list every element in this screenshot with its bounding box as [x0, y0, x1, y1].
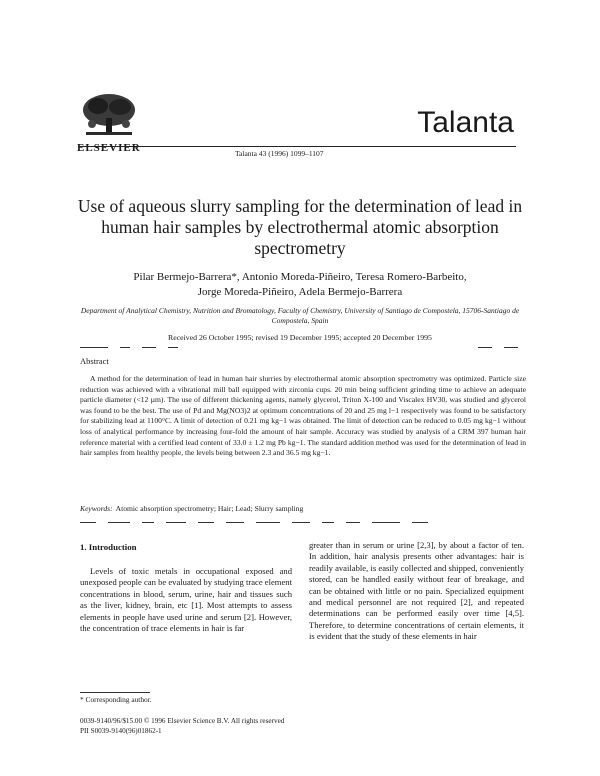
publisher-name: ELSEVIER — [77, 142, 141, 154]
journal-title: Talanta — [417, 106, 514, 139]
authors-line-2: Jorge Moreda-Piñeiro, Adela Bermejo-Barrera — [197, 286, 403, 298]
section-heading-introduction: 1. Introduction — [80, 542, 137, 552]
pii-line: PII S0039-9140(96)01862-1 — [80, 727, 162, 735]
abstract-body: A method for the determination of lead in human hair slurries by electrothermal atomic absorption spectrometry was optimized. Particle size reduction was achieved with a vibrational mill ball equipped with zirconia cups. 20 min being sufficient grinding time to achieve an adequate particle diameter (<12 µm). The use of different thickening agents, namely glycerol, Triton X-100 and Viscalex HV30, was studied and glycerol was found to be the best. The use of Pd and Mg(NO3)2 at optimum concentrations of 20 and 25 mg l−1 respectively was found to be satisfactory for stabilizing lead at 1100°C. A limit of detection of 0.21 mg kg−1 was obtained. The limit of detection can be reduced to 0.05 mg kg−1 without loss of analytical performance by increasing four-fold the amount of hair sample. Accuracy was studied by analysis of a CRM 397 human hair reference material with a certified lead content of 33.0 ± 1.2 mg Pb kg−1. The standard addition method was used for the determination of lead in hair samples from healthy people, the levels being between 2.3 and 36.5 mg kg−1. — [80, 374, 526, 458]
dash-separator-bottom — [80, 522, 428, 523]
header-rule — [78, 146, 516, 147]
elsevier-tree-logo — [78, 92, 140, 138]
author-list — [70, 270, 530, 300]
copyright-line: 0039-9140/96/$15.00 © 1996 Elsevier Science B.V. All rights reserved — [80, 717, 285, 725]
keywords-label: Keywords: — [80, 504, 113, 513]
received-dates: Received 26 October 1995; revised 19 December 1995; accepted 20 December 1995 — [168, 333, 432, 342]
corresponding-author-note: * Corresponding author. — [80, 695, 152, 704]
keywords — [80, 504, 303, 513]
dash-separator-top-right — [478, 347, 518, 348]
copyright-block — [80, 716, 284, 736]
footnote-rule — [80, 692, 150, 693]
body-right-column: greater than in serum or urine [2,3], by about a factor of ten. In addition, hair analysis presents other advantages: hair is readily available, is easily collected and shipped, conveniently stored, can be handled easily without fear of breakage, and can be obtained with little or no pain. Specialized equipment and medical personnel are not required [2], and repeated determinations can be performed easily over time [4,5]. Therefore, to determine concentrations of certain elements, it is evident that the study of these elements in hair — [309, 540, 524, 642]
dash-separator-top — [80, 347, 178, 348]
authors-line-1: Pilar Bermejo-Barrera*, Antonio Moreda-Piñeiro, Teresa Romero-Barbeito, — [133, 271, 467, 283]
abstract-heading: Abstract — [80, 356, 109, 366]
journal-citation: Talanta 43 (1996) 1099–1107 — [235, 149, 324, 158]
body-left-column: Levels of toxic metals in occupational exposed and unexposed people can be evaluated by studying trace element concentrations in blood, serum, urine, hair and tissues such as the liver, kidney, brain, etc [1]. Most attempts to assess elements in people have used urine and serum [2]. However, the concentration of trace elements in hair is far — [80, 566, 292, 634]
affiliation: Department of Analytical Chemistry, Nutrition and Bromatology, Faculty of Chemistry, University of Santiago de Compostela, 15706-Santiago de Compostela, Spain — [80, 306, 520, 325]
keywords-text: Atomic absorption spectrometry; Hair; Lead; Slurry sampling — [115, 504, 304, 513]
article-title: Use of aqueous slurry sampling for the determination of lead in human hair samples by electrothermal atomic absorption spectrometry — [77, 196, 523, 258]
